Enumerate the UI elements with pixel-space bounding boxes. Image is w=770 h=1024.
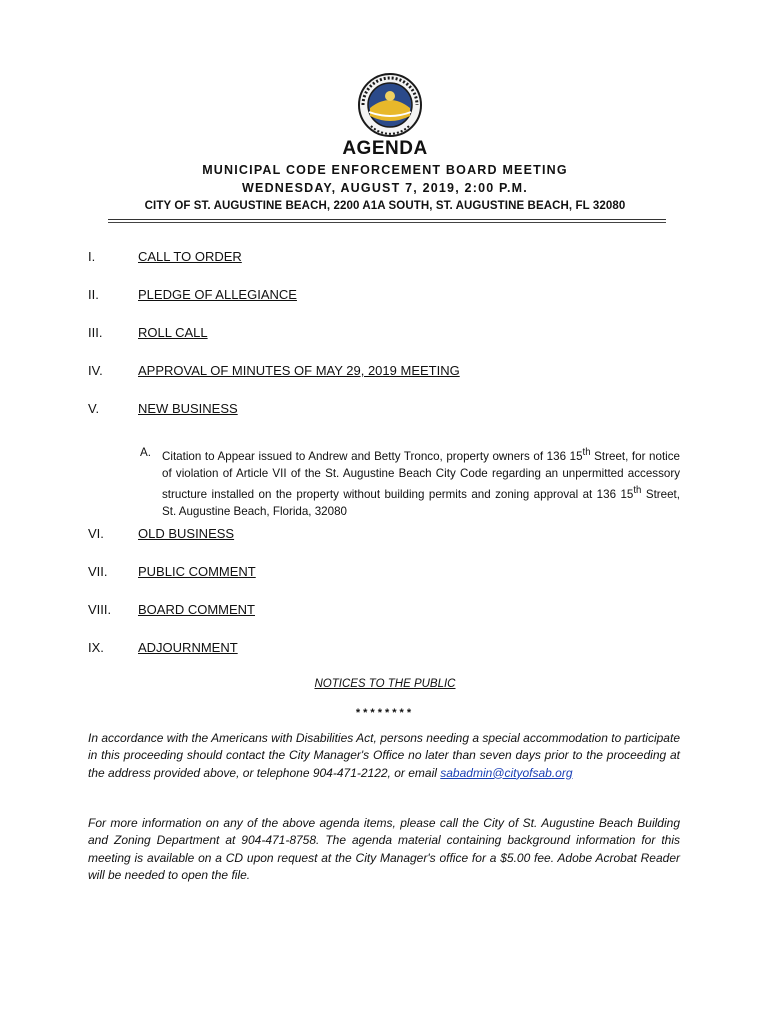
notices-heading: NOTICES TO THE PUBLIC	[314, 678, 456, 690]
new-business-item-a	[140, 444, 680, 521]
sub-item-text	[162, 444, 680, 521]
separator-stars: ********	[355, 707, 415, 719]
more-info-notice: For more information on any of the above agenda items, please call the City of St. Augustine Beach Building and Zoning Department at 904-471-8758. The agenda material containing background information for this meeting is available on a CD upon request at the City Manager's office for a $5.00 fee. Adobe Acrobat Reader will be needed to open the file.	[88, 816, 680, 882]
item-number: I.	[88, 249, 96, 264]
item-number: III.	[88, 325, 103, 340]
sub-item-text-part: Street, St. Augustine Beach, Florida, 32080	[162, 488, 681, 519]
sub-item-letter: A.	[140, 446, 151, 459]
item-label: PLEDGE OF ALLEGIANCE	[138, 287, 297, 302]
item-label: BOARD COMMENT	[138, 602, 255, 617]
item-label: NEW BUSINESS	[138, 401, 238, 416]
ada-notice-text: In accordance with the Americans with Disabilities Act, persons needing a special accommodation to participate in this proceeding should contact the City Manager's Office no later than seven days prior to the proceeding at the address provided above, or telephone 904-471-2122, or email	[88, 731, 680, 780]
email-link[interactable]: sabadmin@cityofsab.org	[440, 765, 573, 780]
item-label: PUBLIC COMMENT	[138, 564, 256, 579]
item-label: APPROVAL OF MINUTES OF MAY 29, 2019 MEETING	[138, 363, 460, 378]
meeting-location: CITY OF ST. AUGUSTINE BEACH, 2200 A1A SOUTH, ST. AUGUSTINE BEACH, FL 32080	[144, 200, 626, 212]
item-number: II.	[88, 287, 99, 302]
ordinal-suffix: th	[582, 447, 591, 458]
item-number: V.	[88, 401, 100, 416]
item-label: ROLL CALL	[138, 325, 208, 340]
item-label: ADJOURNMENT	[138, 640, 238, 655]
header-divider	[108, 219, 666, 220]
ordinal-suffix: th	[633, 485, 642, 497]
item-number: VIII.	[88, 602, 112, 617]
item-number: VII.	[88, 564, 108, 579]
ada-notice	[88, 730, 680, 782]
sub-item-text-part: Street, for notice of violation of Article VII of the St. Augustine Beach City Code regarding an unpermitted accessory structure installed on the property without building permits and zoning approval at 136 15	[162, 449, 680, 502]
item-label: CALL TO ORDER	[138, 249, 242, 264]
item-label: OLD BUSINESS	[138, 526, 235, 541]
sub-item-text-part: Citation to Appear issued to Andrew and Betty Tronco, property owners of 136 15	[162, 449, 583, 463]
item-number: IV.	[88, 363, 103, 378]
header-divider-thin	[108, 222, 666, 223]
item-number: IX.	[88, 640, 104, 655]
meeting-date: WEDNESDAY, AUGUST 7, 2019, 2:00 P.M.	[242, 181, 528, 195]
item-number: VI.	[88, 526, 104, 541]
city-seal-icon	[357, 72, 423, 138]
agenda-title: AGENDA	[342, 138, 428, 159]
meeting-name: MUNICIPAL CODE ENFORCEMENT BOARD MEETING	[202, 163, 568, 177]
